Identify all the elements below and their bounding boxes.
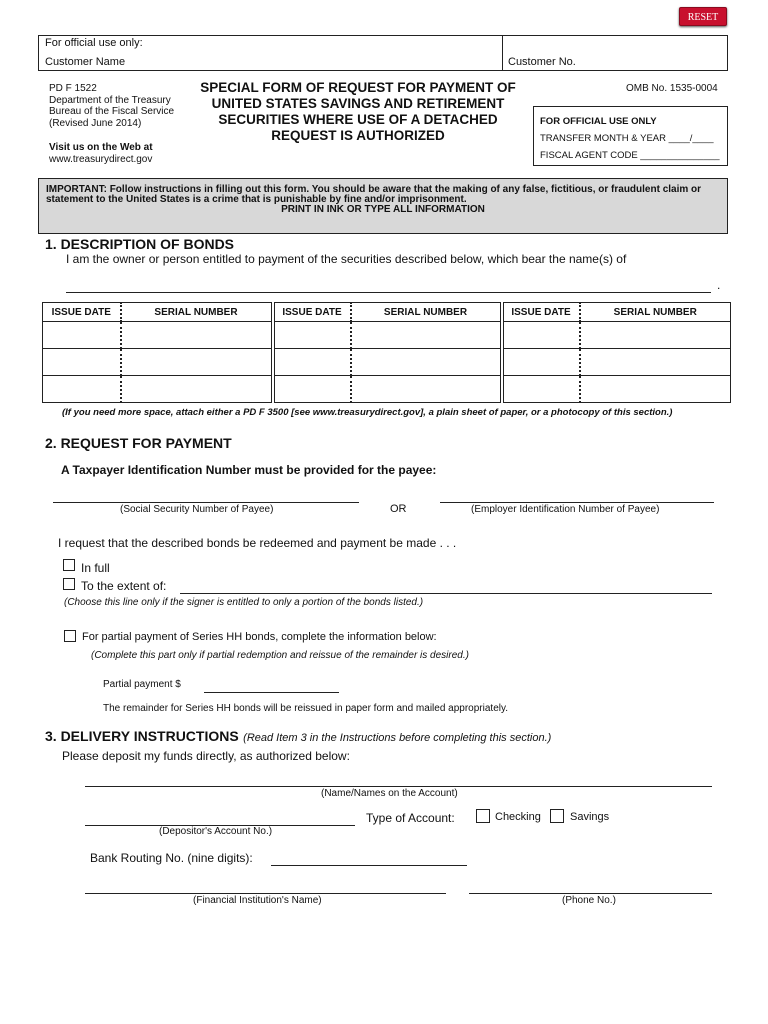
official-use-divider (502, 36, 503, 70)
ein-field[interactable] (440, 502, 714, 503)
owner-statement: I am the owner or person entitled to payment of the securities described below, which bear the name(s) of (66, 252, 627, 266)
routing-number-field[interactable] (271, 865, 467, 866)
column-header: SERIAL NUMBER (121, 303, 273, 322)
form-title (180, 80, 536, 144)
transfer-month-year: TRANSFER MONTH & YEAR ____/____ (540, 133, 714, 144)
issue-date-cell[interactable] (273, 376, 351, 403)
extent-amount-field[interactable] (180, 593, 712, 594)
department: Department of the Treasury (49, 94, 171, 106)
serial-number-cell[interactable] (121, 376, 273, 403)
tin-requirement: A Taxpayer Identification Number must be provided for the payee: (61, 463, 437, 477)
column-header: ISSUE DATE (502, 303, 580, 322)
issue-date-cell[interactable] (273, 349, 351, 376)
partial-payment-note: (Complete this part only if partial redemption and reissue of the remainder is desired.) (91, 650, 469, 661)
partial-payment-amount-field[interactable] (204, 692, 339, 693)
fiscal-official-heading: FOR OFFICIAL USE ONLY (540, 116, 657, 127)
issue-date-cell[interactable] (43, 349, 121, 376)
partial-payment-instruction: For partial payment of Series HH bonds, complete the information below: (82, 631, 437, 643)
table-header-row (43, 303, 731, 322)
customer-name-label: Customer Name (45, 56, 126, 68)
bonds-table (42, 302, 731, 403)
institution-name-label: (Financial Institution's Name) (193, 895, 322, 906)
serial-number-cell[interactable] (351, 376, 502, 403)
form-number: PD F 1522 (49, 83, 97, 94)
account-type-label: Type of Account: (366, 811, 455, 825)
section-3-heading: 3. DELIVERY INSTRUCTIONS (45, 728, 239, 744)
serial-number-cell[interactable] (580, 376, 731, 403)
phone-number-label: (Phone No.) (562, 895, 616, 906)
issue-date-cell[interactable] (43, 322, 121, 349)
checking-label: Checking (495, 811, 541, 823)
serial-number-cell[interactable] (351, 349, 502, 376)
issue-date-cell[interactable] (43, 376, 121, 403)
in-full-checkbox[interactable] (63, 559, 75, 571)
account-number-label: (Depositor's Account No.) (159, 826, 273, 837)
reset-button[interactable]: RESET (679, 7, 727, 26)
or-label: OR (390, 503, 407, 515)
issue-date-cell[interactable] (273, 322, 351, 349)
column-header: SERIAL NUMBER (351, 303, 502, 322)
serial-number-cell[interactable] (121, 349, 273, 376)
savings-label: Savings (570, 811, 610, 823)
important-notice (38, 178, 728, 234)
official-use-label: For official use only: (45, 37, 143, 49)
issue-date-cell[interactable] (502, 322, 580, 349)
table-row (43, 349, 731, 376)
serial-number-cell[interactable] (580, 349, 731, 376)
institution-name-field[interactable] (85, 893, 446, 894)
partial-payment-checkbox[interactable] (64, 630, 76, 642)
issue-date-cell[interactable] (502, 349, 580, 376)
customer-no-label: Customer No. (508, 56, 576, 68)
routing-number-label: Bank Routing No. (nine digits): (90, 851, 253, 865)
important-line-1: IMPORTANT: Follow instructions in filling out this form. You should be aware that the making of any false, fictitious, or fraudulent claim or (46, 184, 702, 195)
issue-date-cell[interactable] (502, 376, 580, 403)
web-label: Visit us on the Web at (49, 142, 153, 153)
remainder-statement: The remainder for Series HH bonds will be reissued in paper form and mailed appropriately. (103, 703, 509, 714)
bond-owner-names-field[interactable] (66, 292, 711, 293)
title-line: SPECIAL FORM OF REQUEST FOR PAYMENT OF (200, 80, 516, 95)
fiscal-official-box (533, 106, 728, 166)
ssn-field[interactable] (53, 502, 359, 503)
column-header: ISSUE DATE (273, 303, 351, 322)
web-url[interactable]: www.treasurydirect.gov (49, 154, 153, 165)
checking-checkbox[interactable] (476, 809, 490, 823)
section-1-heading: 1. DESCRIPTION OF BONDS (45, 236, 235, 252)
redemption-request: I request that the described bonds be redeemed and payment be made . . . (58, 536, 457, 550)
fiscal-agent-code: FISCAL AGENT CODE _______________ (540, 150, 720, 161)
ein-label: (Employer Identification Number of Payee) (471, 504, 660, 515)
phone-number-field[interactable] (469, 893, 712, 894)
bureau: Bureau of the Fiscal Service (49, 106, 175, 117)
extent-label: To the extent of: (81, 579, 167, 593)
section-3-note: (Read Item 3 in the Instructions before completing this section.) (243, 732, 552, 744)
section-3-heading-row (45, 728, 551, 746)
ssn-label: (Social Security Number of Payee) (120, 504, 274, 515)
more-space-note: (If you need more space, attach either a PD F 3500 [see www.treasurydirect.gov], a plain sheet of paper, or a photocopy of this section.) (62, 407, 673, 418)
form-identification (49, 83, 174, 129)
account-names-label: (Name/Names on the Account) (321, 788, 458, 799)
section-2-heading: 2. REQUEST FOR PAYMENT (45, 435, 232, 451)
deposit-instruction: Please deposit my funds directly, as authorized below: (62, 749, 350, 763)
important-line-2: statement to the United States is a crime that is punishable by fine and/or imprisonment. (46, 194, 467, 205)
title-line: REQUEST IS AUTHORIZED (271, 128, 445, 143)
serial-number-cell[interactable] (580, 322, 731, 349)
print-instruction: PRINT IN INK OR TYPE ALL INFORMATION (281, 204, 485, 215)
serial-number-cell[interactable] (351, 322, 502, 349)
column-header: ISSUE DATE (43, 303, 121, 322)
extent-note: (Choose this line only if the signer is entitled to only a portion of the bonds listed.) (64, 597, 424, 608)
title-line: UNITED STATES SAVINGS AND RETIREMENT (211, 96, 505, 111)
partial-payment-label: Partial payment $ (103, 679, 181, 690)
serial-number-cell[interactable] (121, 322, 273, 349)
table-row (43, 322, 731, 349)
title-line: SECURITIES WHERE USE OF A DETACHED (218, 112, 498, 127)
period: . (717, 278, 721, 292)
table-row (43, 376, 731, 403)
account-names-field[interactable] (85, 786, 712, 787)
omb-number: OMB No. 1535-0004 (626, 83, 718, 94)
extent-checkbox[interactable] (63, 578, 75, 590)
savings-checkbox[interactable] (550, 809, 564, 823)
revision-date: (Revised June 2014) (49, 117, 142, 129)
column-header: SERIAL NUMBER (580, 303, 731, 322)
in-full-label: In full (81, 561, 110, 575)
